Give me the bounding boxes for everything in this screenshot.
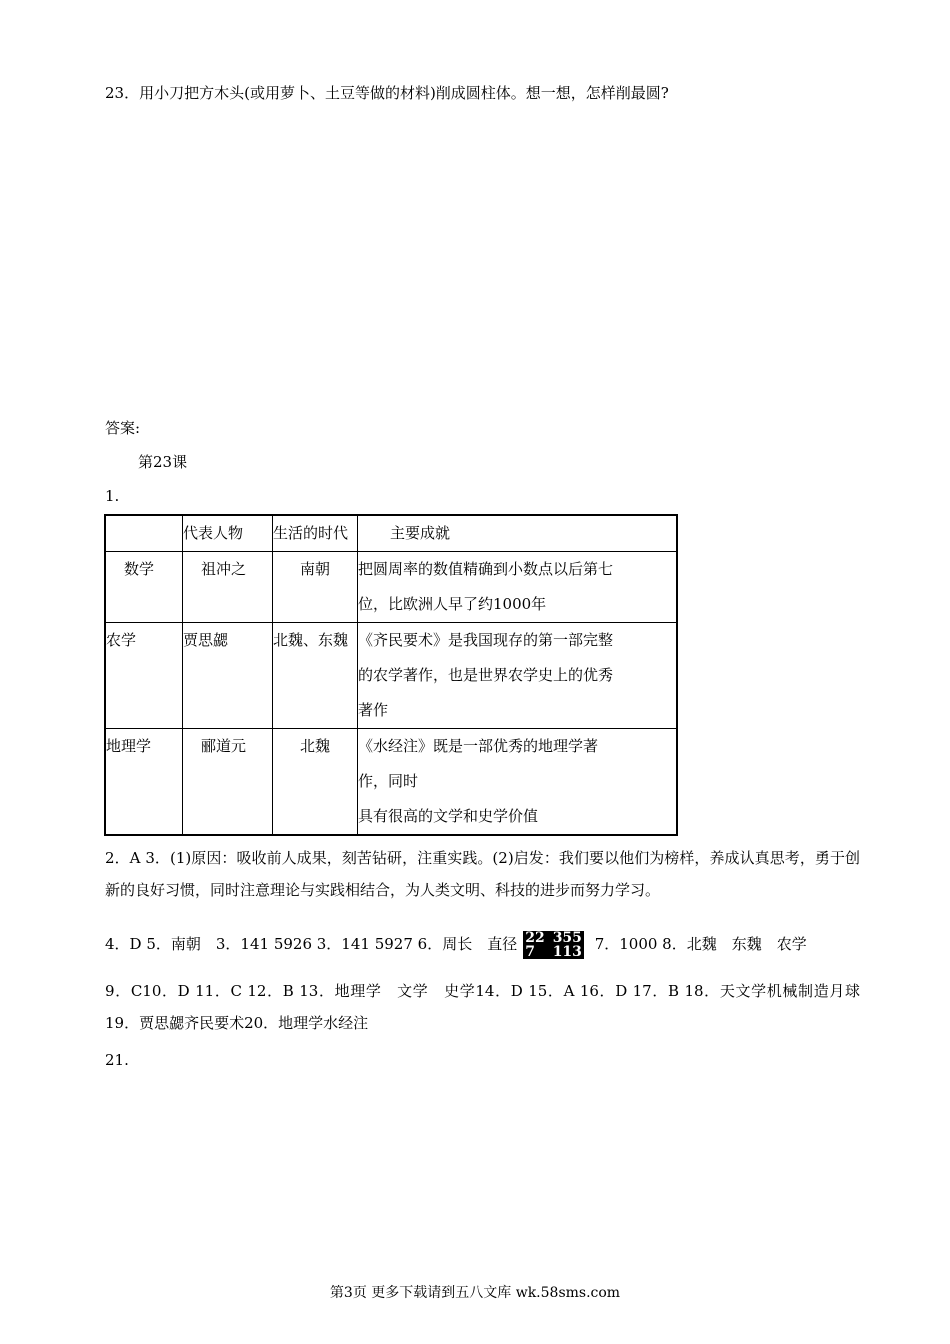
table-header-row [105,515,677,552]
fraction-image [523,931,584,959]
achievement-cell [358,552,678,623]
table-row [105,552,677,623]
answer-4-8 [105,928,860,960]
person-cell: 郦道元 [183,729,273,836]
person-cell: 贾思勰 [183,623,273,729]
achievements-table [104,514,678,836]
item-1-label: 1. [105,487,120,505]
answer-2-3: 2．A 3．(1)原因：吸收前人成果，刻苦钻研，注重实践。(2)启发：我们要以他们为榜样，养成认真思考，勇于创新的良好习惯，同时注意理论与实践相结合，为人类文明、科技的进步而努力学习。 [105,849,860,899]
achievement-line: 的农学著作，也是世界农学史上的优秀 [358,666,614,684]
achievement-line: 位，比欧洲人早了约1000年 [358,595,547,613]
page-footer: 第3页 更多下载请到五八文库 wk.58sms.com [329,1285,621,1301]
question-23: 23．用小刀把方木头(或用萝卜、土豆等做的材料)削成圆柱体。想一想，怎样削最圆? [105,84,669,102]
header-cell-era: 生活的时代 [273,515,358,552]
table-row [105,729,677,836]
header-cell-empty [105,515,183,552]
field-cell: 农学 [105,623,183,729]
header-cell-person: 代表人物 [183,515,273,552]
header-cell-achievement: 主要成就 [358,515,678,552]
achievement-line: 具有很高的文学和史学价值 [358,807,539,825]
answer-9-20: 9．C10．D 11．C 12．B 13．地理学 文学 史学14．D 15．A 16．D 17．B 18．天文学机械制造月球19．贾思勰齐民要术20．地理学水经注 [105,982,860,1032]
person-cell: 祖冲之 [183,552,273,623]
answer-4-8-text: 4．D 5．南朝 3．141 5926 3．141 5927 6．周长 直径 [105,935,518,953]
achievement-line: 《水经注》既是一部优秀的地理学著 [358,737,599,755]
answer-21: 21. [105,1051,129,1069]
achievement-cell [358,729,678,836]
fraction-numerator: 355 [552,930,582,946]
era-cell: 南朝 [273,552,358,623]
lesson-label: 第23课 [138,453,188,471]
achievement-line: 作，同时 [358,772,419,790]
table-row [105,623,677,729]
achievement-line: 把圆周率的数值精确到小数点以后第七 [358,560,614,578]
achievement-line: 《齐民要术》是我国现存的第一部完整 [358,631,614,649]
fraction-denominator: 7 [525,944,535,960]
achievement-line: 著作 [358,701,389,719]
answer-4-8-text: 7．1000 8．北魏 东魏 农学 [589,935,807,953]
fraction-denominator: 113 [552,944,582,960]
field-cell: 数学 [105,552,183,623]
era-cell: 北魏 [273,729,358,836]
achievement-cell [358,623,678,729]
field-cell: 地理学 [105,729,183,836]
answers-heading: 答案: [105,419,141,437]
fraction-numerator: 22 [525,930,545,946]
era-cell: 北魏、东魏 [273,623,358,729]
